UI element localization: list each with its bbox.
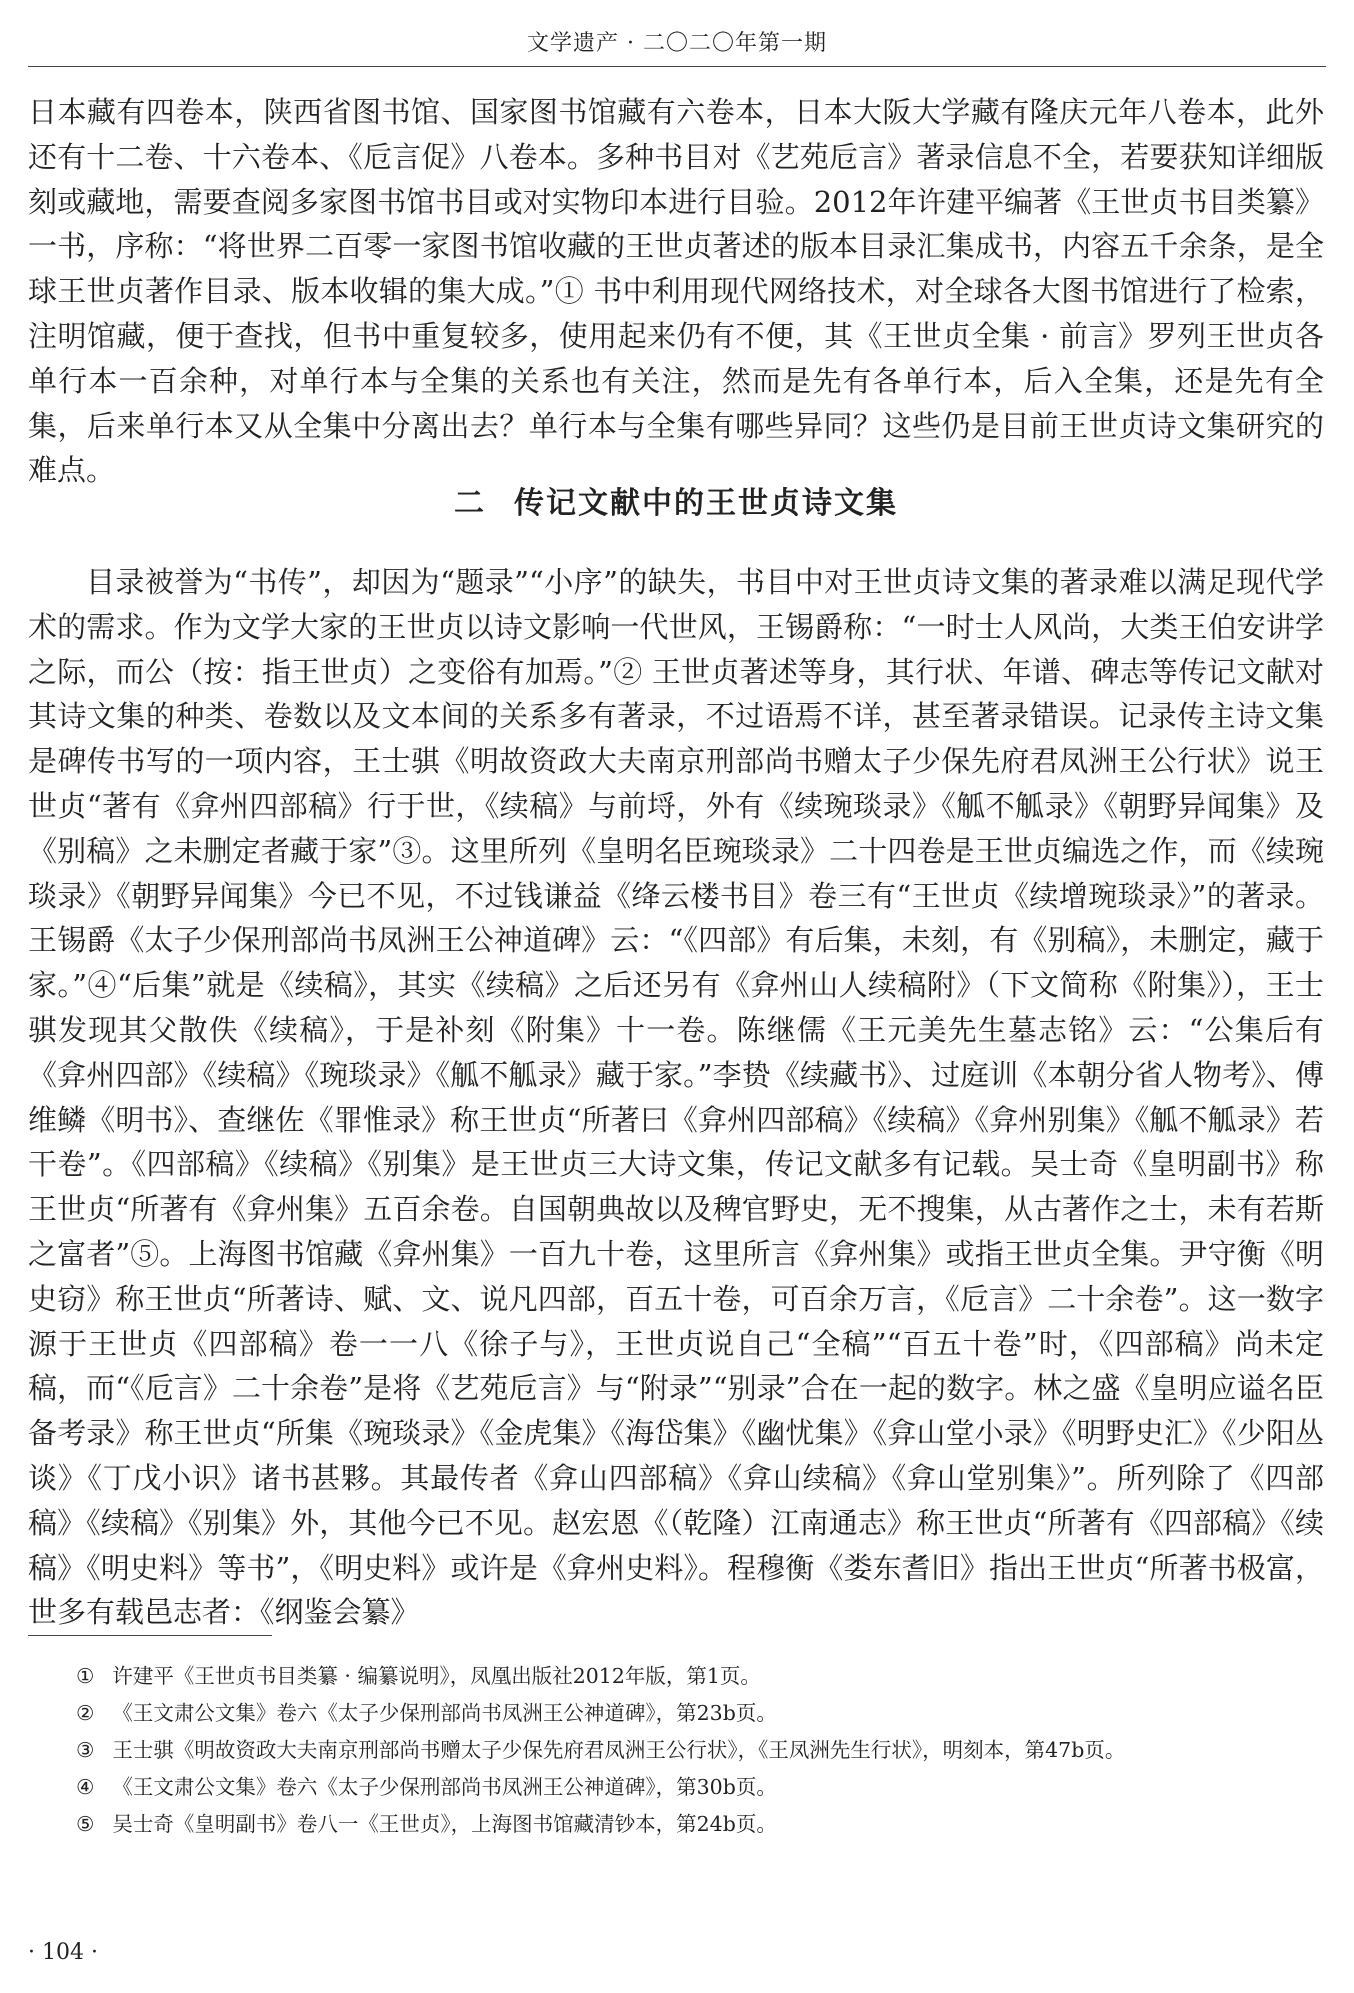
section-heading xyxy=(28,478,1324,522)
footnote-text: 《王文肃公文集》卷六《太子少保刑部尚书凤洲王公神道碑》，第30b页。 xyxy=(112,1775,777,1799)
footnote-marker: ③ xyxy=(76,1738,95,1762)
footnote-divider xyxy=(28,1635,272,1636)
body-paragraph: 目录被誉为“书传”，却因为“题录”“小序”的缺失，书目中对王世贞诗文集的著录难以满足现代学术的需求。作为文学大家的王世贞以诗文影响一代世风，王锡爵称：“一时士人风尚，大类王伯安讲学之际，而公（按：指王世贞）之变俗有加焉。”② 王世贞著述等身，其行状、年谱、碑志等传记文献对其诗文集的种类、卷数以及文本间的关系多有著录，不过语焉不详，甚至著录错误。记录传主诗文集是碑传书写的一项内容，王士骐《明故资政大夫南京刑部尚书赠太子少保先府君凤洲王公行状》说王世贞“著有《弇州四部稿》行于世，《续稿》与前埒，外有《续琬琰录》《觚不觚录》《朝野异闻集》及《别稿》之未删定者藏于家”③。这里所列《皇明名臣琬琰录》二十四卷是王世贞编选之作，而《续琬琰录》《朝野异闻集》今已不见，不过钱谦益《绛云楼书目》卷三有“王世贞《续增琬琰录》”的著录。王锡爵《太子少保刑部尚书凤洲王公神道碑》云：“《四部》有后集，未刻，有《别稿》，未删定，藏于家。”④“后集”就是《续稿》，其实《续稿》之后还另有《弇州山人续稿附》（下文简称《附集》），王士骐发现其父散佚《续稿》，于是补刻《附集》十一卷。陈继儒《王元美先生墓志铭》云：“公集后有《弇州四部》《续稿》《琬琰录》《觚不觚录》藏于家。”李贽《续藏书》、过庭训《本朝分省人物考》、傅维鳞《明书》、查继佐《罪惟录》称王世贞“所著曰《弇州四部稿》《续稿》《弇州别集》《觚不觚录》若干卷”。《四部稿》《续稿》《别集》是王世贞三大诗文集，传记文献多有记载。吴士奇《皇明副书》称王世贞“所著有《弇州集》五百余卷。自国朝典故以及稗官野史，无不搜集，从古著作之士，未有若斯之富者”⑤。上海图书馆藏《弇州集》一百九十卷，这里所言《弇州集》或指王世贞全集。尹守衡《明史窃》称王世贞“所著诗、赋、文、说凡四部，百五十卷，可百余万言，《卮言》二十余卷”。这一数字源于王世贞《四部稿》卷一一八《徐子与》，王世贞说自己“全稿”“百五十卷”时，《四部稿》尚未定稿，而“《卮言》二十余卷”是将《艺苑卮言》与“附录”“别录”合在一起的数字。林之盛《皇明应谥名臣备考录》称王世贞“所集《琬琰录》《金虎集》《海岱集》《幽忧集》《弇山堂小录》《明野史汇》《少阳丛谈》《丁戊小识》诸书甚夥。其最传者《弇山四部稿》《弇山续稿》《弇山堂别集》”。所列除了《四部稿》《续稿》《别集》外，其他今已不见。赵宏恩《（乾隆）江南通志》称王世贞“所著有《四部稿》《续稿》《明史料》等书”，《明史料》或许是《弇州史料》。程穆衡《娄东耆旧》指出王世贞“所著书极富，世多有载邑志者：《纲鉴会纂》 xyxy=(28,565,1324,1630)
footnote xyxy=(28,1769,1324,1806)
footnote-text: 王士骐《明故资政大夫南京刑部尚书赠太子少保先府君凤洲王公行状》，《王凤洲先生行状》，明刻本，第47b页。 xyxy=(112,1738,1126,1762)
footnote-marker: ② xyxy=(76,1701,95,1725)
section-title: 传记文献中的王世贞诗文集 xyxy=(514,486,898,521)
body-paragraph: 日本藏有四卷本，陕西省图书馆、国家图书馆藏有六卷本，日本大阪大学藏有隆庆元年八卷本，此外还有十二卷、十六卷本、《卮言促》八卷本。多种书目对《艺苑卮言》著录信息不全，若要获知详细版刻或藏地，需要查阅多家图书馆书目或对实物印本进行目验。2012年许建平编著《王世贞书目类纂》一书，序称：“将世界二百零一家图书馆收藏的王世贞著述的版本目录汇集成书，内容五千余条，是全球王世贞著作目录、版本收辑的集大成。”① 书中利用现代网络技术，对全球各大图书馆进行了检索，注明馆藏，便于查找，但书中重复较多，使用起来仍有不便，其《王世贞全集 · 前言》罗列王世贞各单行本一百余种，对单行本与全集的关系也有关注，然而是先有各单行本，后入全集，还是先有全集，后来单行本又从全集中分离出去？单行本与全集有哪些异同？这些仍是目前王世贞诗文集研究的难点。 xyxy=(28,95,1324,488)
footnote xyxy=(28,1695,1324,1732)
footnote-marker: ⑤ xyxy=(76,1812,95,1836)
footnote-marker: ① xyxy=(76,1664,95,1688)
footnotes xyxy=(28,1658,1324,1843)
footnote xyxy=(28,1732,1324,1769)
footnote-text: 许建平《王世贞书目类纂 · 编纂说明》，凤凰出版社2012年版，第1页。 xyxy=(112,1664,761,1688)
section-number: 二 xyxy=(454,486,486,521)
footnote-marker: ④ xyxy=(76,1775,95,1799)
footnote-text: 吴士奇《皇明副书》卷八一《王世贞》，上海图书馆藏清钞本，第24b页。 xyxy=(112,1812,777,1836)
footnote xyxy=(28,1658,1324,1695)
footnote xyxy=(28,1806,1324,1843)
journal-title: 文学遗产 · 二〇二〇年第一期 xyxy=(527,31,827,56)
page-number: · 104 · xyxy=(28,1940,98,1965)
running-header xyxy=(28,22,1326,67)
footnote-text: 《王文肃公文集》卷六《太子少保刑部尚书凤洲王公神道碑》，第23b页。 xyxy=(112,1701,777,1725)
